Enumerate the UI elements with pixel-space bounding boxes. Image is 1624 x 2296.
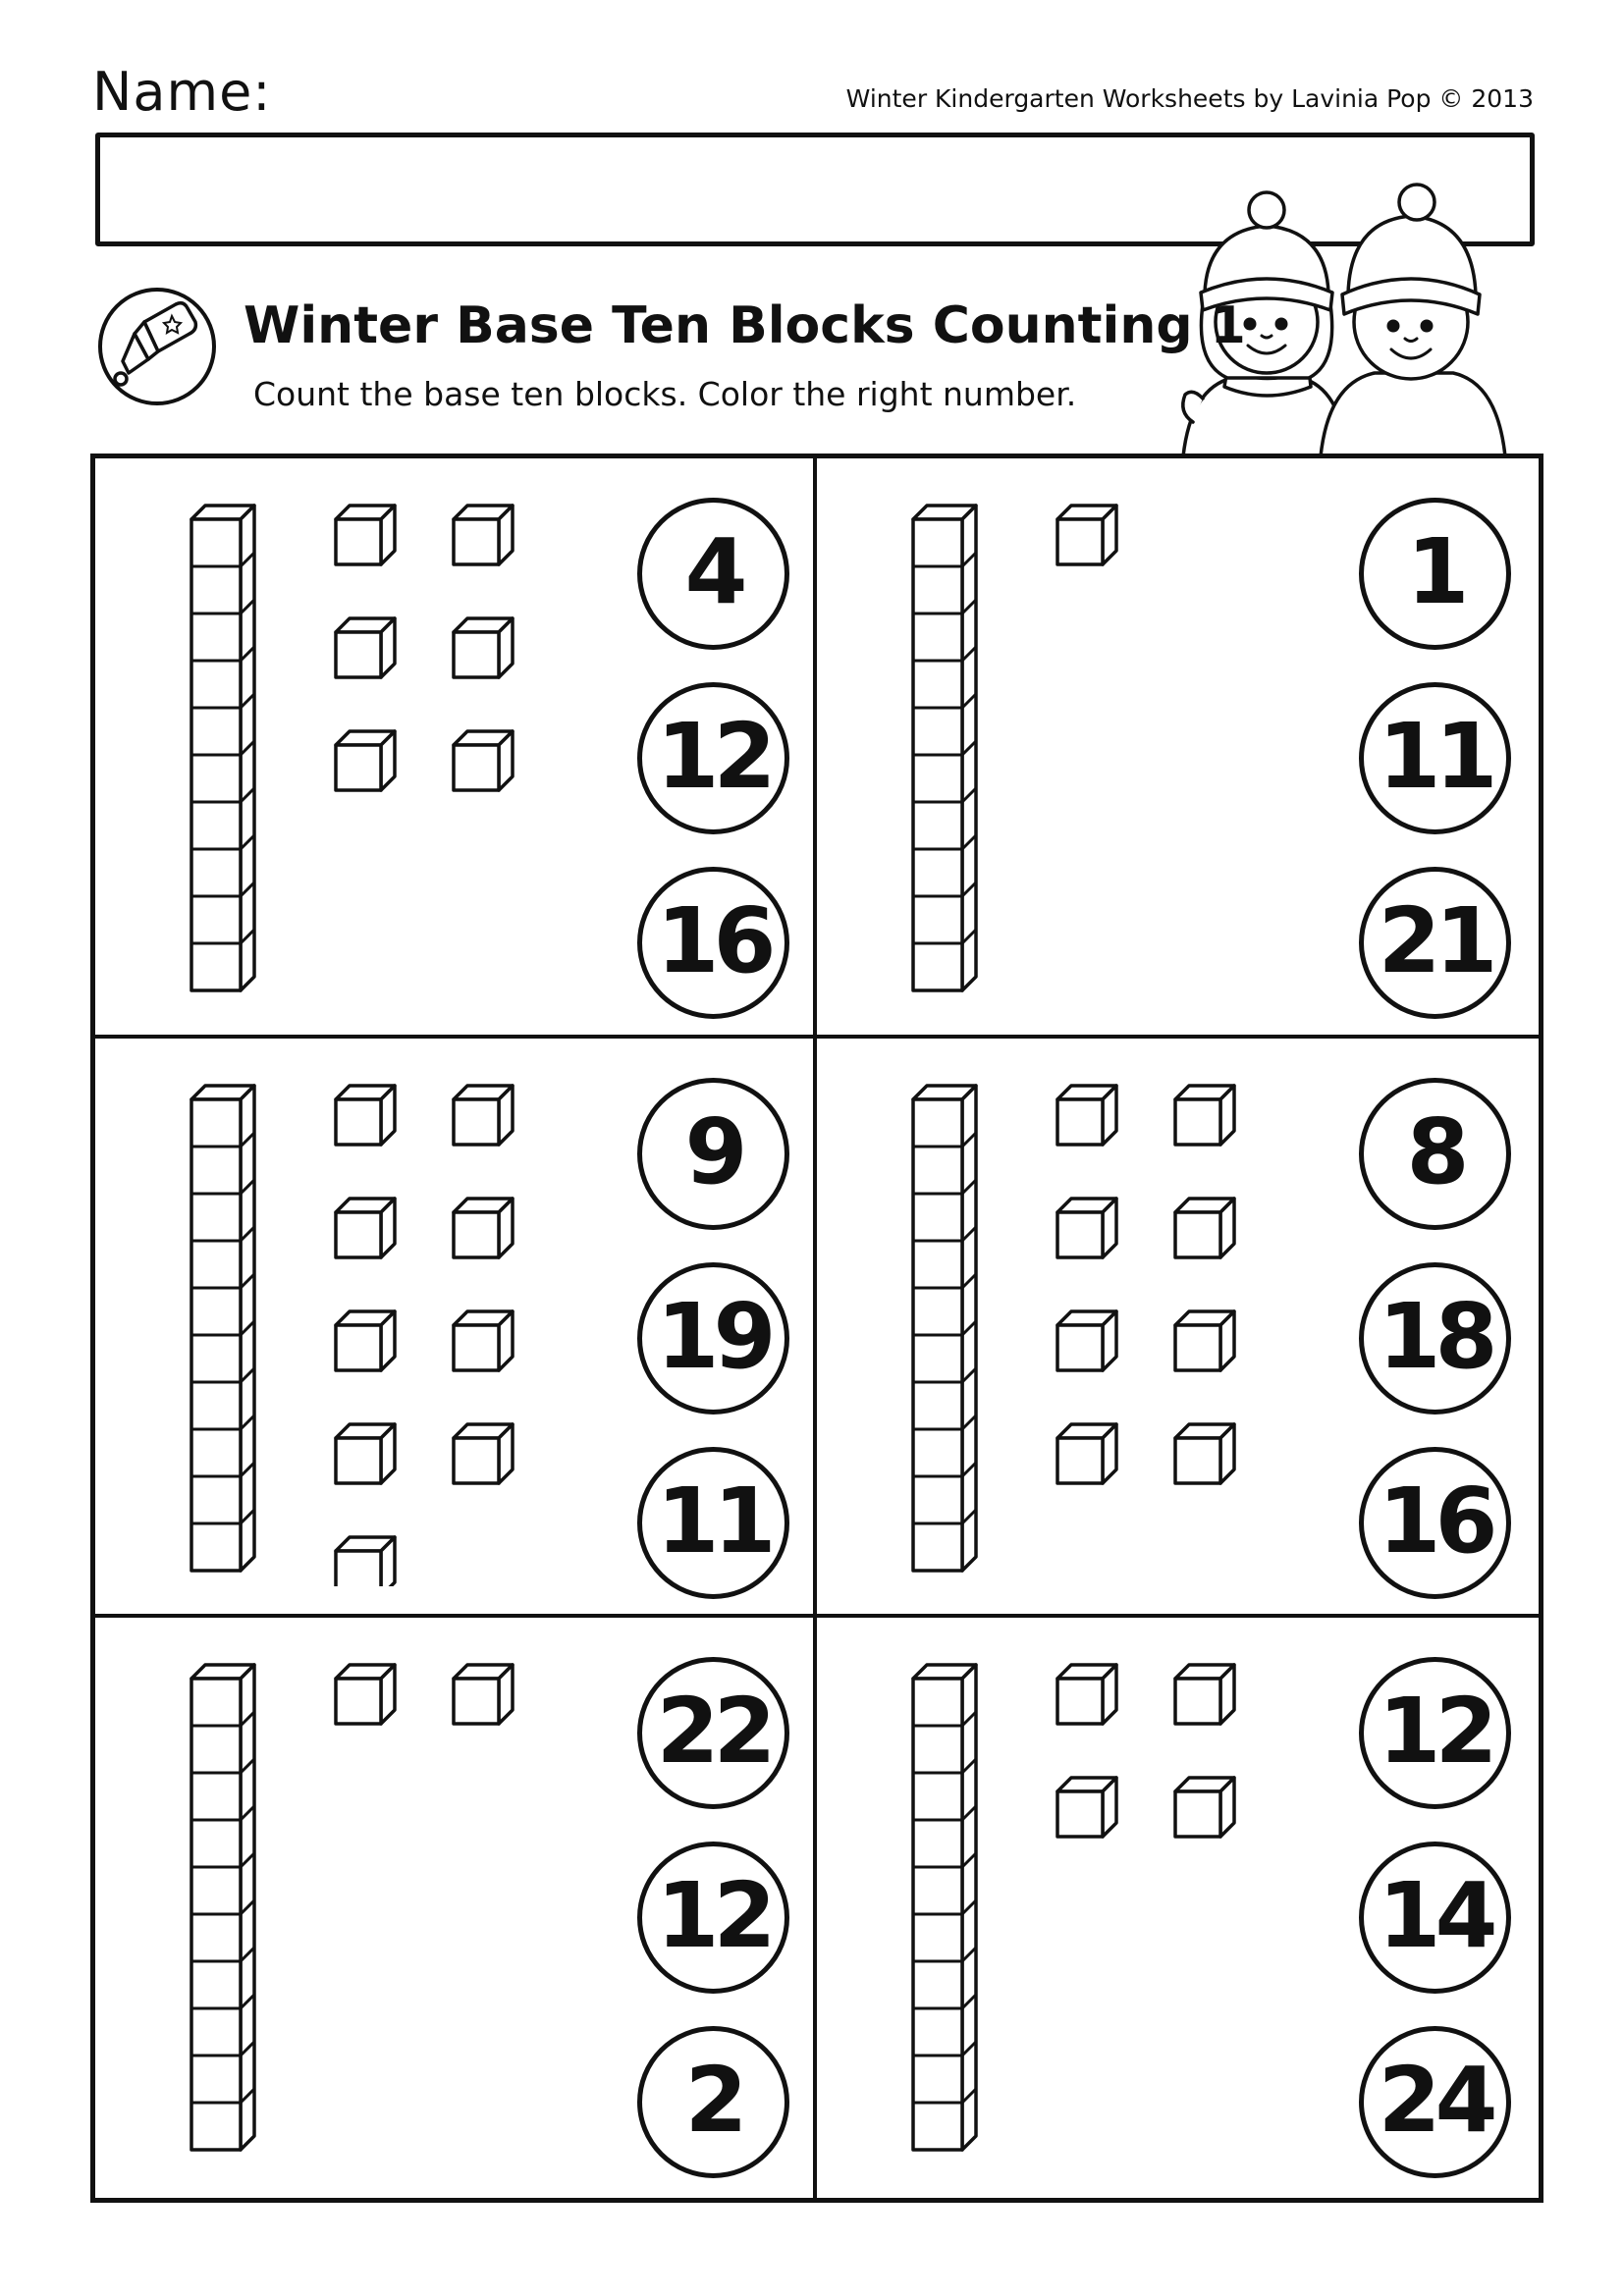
unit-cubes	[326, 1076, 542, 1586]
answer-circle[interactable]	[1359, 498, 1511, 650]
unit-cube	[1057, 1424, 1116, 1483]
unit-cube	[1175, 1424, 1234, 1483]
unit-cube	[336, 1424, 395, 1483]
unit-cube	[336, 1199, 395, 1257]
problem-4	[817, 1039, 1539, 1619]
answer-circle[interactable]	[637, 1262, 789, 1415]
answer-number: 16	[1378, 1468, 1492, 1574]
answer-choices	[1359, 1657, 1521, 2187]
answer-circle[interactable]	[1359, 682, 1511, 834]
answer-choices	[637, 1078, 799, 1608]
unit-cube	[1175, 1778, 1234, 1837]
unit-cubes	[1048, 1655, 1264, 2165]
unit-cube	[1057, 506, 1116, 564]
answer-number: 21	[1378, 888, 1492, 993]
problem-grid	[90, 454, 1543, 2203]
unit-cube	[336, 731, 395, 790]
answer-number: 12	[656, 704, 771, 809]
worksheet-title: Winter Base Ten Blocks Counting 1	[244, 296, 1246, 355]
answer-circle[interactable]	[637, 498, 789, 650]
answer-number: 11	[1378, 704, 1492, 809]
unit-cube	[454, 1086, 513, 1145]
unit-cube	[1057, 1086, 1116, 1145]
unit-cubes	[1048, 1076, 1264, 1586]
answer-number: 4	[684, 519, 742, 624]
answer-circle[interactable]	[1359, 1842, 1511, 1994]
answer-circle[interactable]	[637, 867, 789, 1019]
answer-number: 12	[656, 1863, 771, 1969]
name-label: Name:	[92, 61, 272, 123]
answer-number: 2	[684, 2048, 742, 2154]
answer-number: 24	[1378, 2048, 1492, 2154]
ten-rod	[903, 1078, 992, 1588]
problem-1	[95, 458, 817, 1039]
ten-rod	[903, 1657, 992, 2167]
ten-rod	[903, 498, 992, 1008]
answer-number: 14	[1378, 1863, 1492, 1969]
unit-cube	[454, 731, 513, 790]
answer-circle[interactable]	[637, 2026, 789, 2178]
answer-choices	[1359, 1078, 1521, 1608]
unit-cube	[336, 1311, 395, 1370]
unit-cube	[1175, 1199, 1234, 1257]
answer-circle[interactable]	[637, 1447, 789, 1599]
answer-choices	[1359, 498, 1521, 1028]
unit-cube	[336, 506, 395, 564]
unit-cube	[1175, 1086, 1234, 1145]
unit-cube	[454, 1199, 513, 1257]
answer-number: 16	[656, 888, 771, 993]
unit-cube	[454, 1665, 513, 1724]
unit-cubes	[326, 496, 542, 1006]
unit-cube	[336, 1665, 395, 1724]
unit-cubes	[326, 1655, 542, 2165]
glue-bottle-icon	[93, 283, 221, 410]
unit-cube	[1175, 1311, 1234, 1370]
answer-circle[interactable]	[1359, 1447, 1511, 1599]
unit-cube	[454, 1311, 513, 1370]
credit-text: Winter Kindergarten Worksheets by Lavinia Pop © 2013	[845, 84, 1534, 113]
unit-cube	[1057, 1778, 1116, 1837]
answer-circle[interactable]	[637, 1657, 789, 1809]
answer-circle[interactable]	[1359, 2026, 1511, 2178]
answer-number: 22	[656, 1679, 771, 1785]
unit-cube	[1057, 1665, 1116, 1724]
answer-circle[interactable]	[637, 1842, 789, 1994]
answer-circle[interactable]	[637, 682, 789, 834]
unit-cubes	[1048, 496, 1264, 1006]
answer-number: 18	[1378, 1283, 1492, 1389]
answer-number: 9	[684, 1098, 742, 1204]
ten-rod	[182, 1657, 270, 2167]
answer-number: 12	[1378, 1679, 1492, 1785]
unit-cube	[1175, 1665, 1234, 1724]
unit-cube	[454, 618, 513, 677]
answer-number: 1	[1406, 519, 1464, 624]
problem-3	[95, 1039, 817, 1619]
answer-circle[interactable]	[1359, 867, 1511, 1019]
answer-number: 19	[656, 1283, 771, 1389]
unit-cube	[336, 618, 395, 677]
answer-number: 11	[656, 1468, 771, 1574]
unit-cube	[336, 1086, 395, 1145]
unit-cube	[454, 506, 513, 564]
answer-choices	[637, 498, 799, 1028]
answer-number: 8	[1406, 1098, 1464, 1204]
ten-rod	[182, 498, 270, 1008]
answer-choices	[637, 1657, 799, 2187]
answer-circle[interactable]	[637, 1078, 789, 1230]
problem-6	[817, 1618, 1539, 2198]
unit-cube	[336, 1537, 395, 1586]
problem-2	[817, 458, 1539, 1039]
unit-cube	[1057, 1311, 1116, 1370]
answer-circle[interactable]	[1359, 1657, 1511, 1809]
answer-circle[interactable]	[1359, 1262, 1511, 1415]
unit-cube	[1057, 1199, 1116, 1257]
worksheet-instructions: Count the base ten blocks. Color the right number.	[253, 375, 1077, 413]
problem-5	[95, 1618, 817, 2198]
answer-circle[interactable]	[1359, 1078, 1511, 1230]
ten-rod	[182, 1078, 270, 1588]
unit-cube	[454, 1424, 513, 1483]
